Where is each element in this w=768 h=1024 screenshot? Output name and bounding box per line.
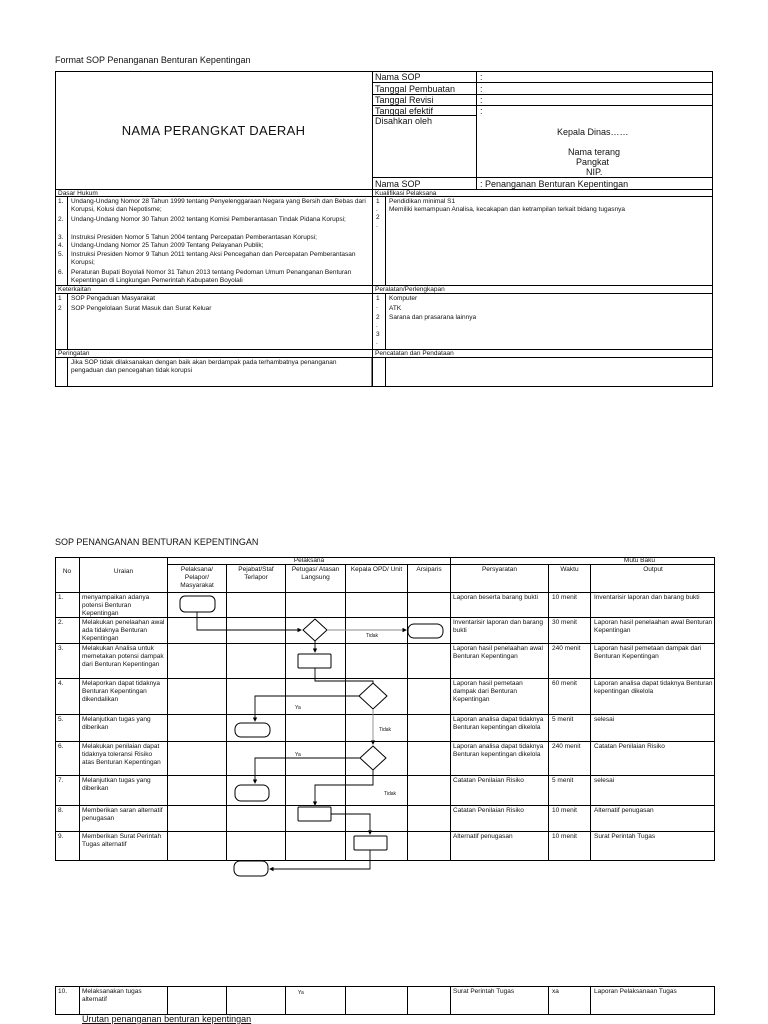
row7-persyaratan: Catatan Penilaian Risiko (453, 777, 524, 784)
dasar-hukum-item-1: Undang-Undang Nomor 28 Tahun 1999 tentang Penyelenggaraan Negara yang Bersih dan Bebas dari Korupsi, Kolusi dan Nepotisme; (71, 198, 366, 213)
row1-waktu: 10 menit (552, 594, 577, 601)
sop-header-block (55, 71, 713, 387)
process-analisa (298, 654, 331, 668)
col-header-output: Output (643, 566, 663, 573)
col-header-pelapor: Pelaksana/ Pelapor/ Masyarakat (180, 566, 214, 589)
row4-output: Laporan analisa dapat tidaknya Benturan kepentingan dikelola (594, 680, 713, 695)
dasar-hukum-item-3: Instruksi Presiden Nomor 5 Tahun 2004 tentang Percepatan Pemberantasan Korupsi; (71, 234, 317, 241)
flow-arrow-ya-2 (255, 758, 360, 783)
field-value-nama-sop: : (480, 72, 483, 82)
kualifikasi-no-2: 2 . (376, 214, 380, 229)
kualifikasi-no-1: 1 . (376, 198, 380, 213)
row7-uraian: Melanjutkan tugas yang diberikan (82, 777, 151, 792)
field-value-tanggal-pembuatan: : (480, 84, 483, 94)
row9-no: 9. (58, 833, 64, 840)
flow-arrow-tidak-3 (315, 770, 373, 805)
flowchart (55, 557, 717, 887)
row2-persyaratan: Inventarisir laporan dan barang bukti (453, 619, 543, 634)
peralatan-item-1: Komputer (389, 295, 418, 302)
row3-no: 3. (58, 645, 64, 652)
end-terminator-2 (235, 723, 270, 737)
peralatan-title: Peralatan/Perlengkapan (375, 286, 445, 293)
row2-output: Laporan hasil penelaahan awal Benturan Kepentingan (594, 619, 713, 634)
row2-uraian: Melakukan penelaahan awal ada tidaknya Benturan Kepentingan (82, 619, 165, 642)
kualifikasi-title: Kualifikasi Pelaksana (375, 190, 437, 197)
dasar-hukum-no-2: 2. (58, 216, 64, 223)
col-header-persyaratan: Persyaratan (481, 566, 518, 573)
row1-output: Inventarisir laporan dan barang bukti (594, 594, 700, 601)
row4-waktu: 60 menit (552, 680, 577, 687)
row10-output: Laporan Pelaksanaan Tugas (594, 988, 677, 995)
row5-uraian: Melanjutkan tugas yang diberikan (82, 716, 151, 731)
keterkaitan-no-1: 1 (58, 295, 62, 302)
dasar-hukum-no-1: 1. (58, 198, 64, 205)
keterkaitan-item-1: SOP Pengaduan Masyarakat (71, 295, 156, 302)
row4-uraian: Melaporkan dapat tidaknya Benturan Kepentingan dikendalikan (82, 680, 161, 703)
process-surat-perintah (354, 836, 387, 850)
row7-waktu: 5 menit (552, 777, 574, 784)
decision-penelaahan (303, 619, 327, 641)
row5-output: selesai (594, 716, 615, 723)
flow-label-ya-2: Ya (295, 752, 301, 758)
row1-no: 1. (58, 594, 64, 601)
peringatan-title: Peringatan (58, 350, 90, 357)
sop-flow-table (55, 557, 715, 862)
field-value-tanggal-efektif: : (480, 106, 483, 116)
flow-arrow-5 (270, 850, 370, 869)
field-label-tanggal-pembuatan: Tanggal Pembuatan (375, 84, 456, 94)
keterkaitan-no-2: 2 (58, 305, 62, 312)
row1-persyaratan: Laporan beserta barang bukti (453, 594, 538, 601)
row3-uraian: Melakukan Analisa untuk memetakan potensi dampak dari Benturan Kepentingan (82, 645, 164, 668)
row2-no: 2. (58, 619, 64, 626)
row3-output: Laporan hasil pemetaan dampak dari Benturan Kepentingan (594, 645, 702, 660)
row10-no: 10. (58, 988, 68, 995)
col-header-pelaksana: Pelaksana (293, 557, 325, 564)
footer-caption: Urutan penanganan benturan kepentingan (82, 1014, 252, 1024)
col-header-waktu: Waktu (560, 566, 579, 573)
peringatan-text: Jika SOP tidak dilaksanakan dengan baik akan berdampak pada terhambatnya penanganan pengaduan dan pencegahan tidak korupsi (71, 359, 337, 374)
row6-output: Catatan Penilaian Risiko (594, 743, 665, 750)
row8-no: 8. (58, 807, 64, 814)
row10-flow-label-ya: Ya (298, 990, 304, 996)
row7-output: selesai (594, 777, 615, 784)
col-header-no: No (62, 568, 72, 575)
row9-waktu: 10 menit (552, 833, 577, 840)
row10-waktu: xa (552, 988, 559, 995)
dasar-hukum-item-6: Peraturan Bupati Boyolali Nomor 31 Tahun 2013 tentang Pedoman Umum Penanganan Benturan Kepentingan di Lingkungan Pemerintah Kabupaten Boyolali (71, 269, 352, 284)
row8-uraian: Memberikan saran alternatif penugasan (82, 807, 163, 822)
col-header-mutu-baku: Mutu Baku (623, 557, 655, 564)
signer-name: Nama terang (568, 147, 621, 157)
field-label-nama-sop: Nama SOP (375, 72, 421, 82)
dasar-hukum-item-2: Undang-Undang Nomor 30 Tahun 2002 tentang Komisi Pemberantasan Tindak Pidana Korupsi; (71, 216, 346, 223)
document-title: Format SOP Penanganan Benturan Kepentingan (55, 55, 251, 65)
row3-persyaratan: Laporan hasil penelaahan awal Benturan Kepentingan (453, 645, 543, 660)
terminator-bottom (234, 861, 268, 876)
dasar-hukum-no-6: 6. (58, 269, 64, 276)
nama-sop-value: : Penanganan Benturan Kepentingan (480, 179, 629, 189)
peralatan-no-3: 3 . (376, 331, 380, 346)
row10-persyaratan: Surat Perintah Tugas (453, 988, 515, 995)
dasar-hukum-no-5: 5. (58, 251, 64, 258)
signer-title: Kepala Dinas…… (557, 127, 629, 137)
col-header-uraian: Uraian (113, 568, 134, 575)
row4-persyaratan: Laporan hasil pemetaan dampak dari Benturan Kepentingan (453, 680, 523, 703)
flow-row-10 (55, 986, 715, 1014)
col-header-arsiparis: Arsiparis (416, 566, 442, 573)
peralatan-item-2: ATK (389, 305, 402, 312)
sop-flow-title: SOP PENANGANAN BENTURAN KEPENTINGAN (55, 537, 259, 547)
start-terminator (180, 596, 215, 612)
row6-waktu: 240 menit (552, 743, 581, 750)
dasar-hukum-item-5: Instruksi Presiden Nomor 9 Tahun 2011 tentang Aksi Pencegahan dan Percepatan Pemberantasan Korupsi; (71, 251, 356, 266)
field-label-tanggal-revisi: Tanggal Revisi (375, 95, 434, 105)
row5-waktu: 5 menit (552, 716, 574, 723)
flow-arrow-4 (331, 814, 370, 834)
dasar-hukum-title: Dasar Hukum (58, 190, 98, 197)
decision-kendali (359, 683, 387, 709)
row7-no: 7. (58, 777, 64, 784)
kualifikasi-item-1: Pendidikan minimal S1 (389, 198, 456, 205)
flow-arrow-ya-1 (255, 696, 359, 721)
dasar-hukum-no-4: 4. (58, 242, 64, 249)
dasar-hukum-no-3: 3. (58, 234, 64, 241)
peralatan-no-1: 1 . (376, 295, 380, 310)
end-terminator-3 (235, 785, 269, 801)
row4-no: 4. (58, 680, 64, 687)
kualifikasi-item-2: Memiliki kemampuan Analisa, kecakapan dan ketrampilan terkait bidang tugasnya (389, 206, 625, 213)
flow-arrow-1 (197, 612, 301, 630)
row6-no: 6. (58, 743, 64, 750)
row5-no: 5. (58, 716, 64, 723)
row8-persyaratan: Catatan Penilaian Risiko (453, 807, 524, 814)
row1-uraian: menyampaikan adanya potensi Benturan Kepentingan (82, 594, 150, 617)
peralatan-item-3: Sarana dan prasarana lainnya (389, 314, 477, 321)
flow-arrow-3 (315, 668, 373, 683)
flow-label-tidak-1: Tidak (366, 633, 379, 639)
pencatatan-title: Pencatatan dan Pendataan (375, 350, 454, 357)
process-saran (298, 807, 331, 821)
signer-rank: Pangkat (576, 157, 610, 167)
org-name: NAMA PERANGKAT DAERAH (121, 123, 306, 138)
peralatan-no-2: 2 . (376, 314, 380, 329)
flow-label-ya-1: Ya (295, 705, 301, 711)
field-label-tanggal-efektif: Tanggal efektif (375, 106, 434, 116)
row9-uraian: Memberikan Surat Perintah Tugas alternatif (82, 833, 162, 848)
keterkaitan-item-2: SOP Pengelolaan Surat Masuk dan Surat Keluar (71, 305, 212, 312)
row3-waktu: 240 menit (552, 645, 581, 652)
keterkaitan-title: Keterkaitan (58, 286, 91, 293)
row5-persyaratan: Laporan analisa dapat tidaknya Benturan kepentingan dikelola (453, 716, 544, 731)
dasar-hukum-item-4: Undang-Undang Nomor 25 Tahun 2009 Tentang Pelayanan Publik; (71, 242, 264, 249)
flow-label-tidak-2: Tidak (379, 727, 392, 733)
row8-waktu: 10 menit (552, 807, 577, 814)
row6-uraian: Melakukan penilaian dapat tidaknya toleransi Risiko atas Benturan Kepentingan (82, 743, 161, 766)
col-header-atasan: Petugas/ Atasan Langsung (291, 566, 340, 581)
row6-persyaratan: Laporan analisa dapat tidaknya Benturan kepentingan dikelola (453, 743, 544, 758)
flow-label-tidak-3: Tidak (384, 791, 397, 797)
row9-persyaratan: Alternatif penugasan (453, 833, 513, 840)
field-value-tanggal-revisi: : (480, 95, 483, 105)
end-terminator-1 (408, 624, 443, 638)
row9-output: Surat Perintah Tugas (594, 833, 656, 840)
col-header-terlapor: Pejabat/Staf Terlapor (238, 566, 274, 581)
row2-waktu: 30 menit (552, 619, 577, 626)
disahkan-label: Disahkan oleh (375, 116, 433, 126)
col-header-kepala-opd: Kepala OPD/ Unit (350, 566, 403, 573)
nama-sop-label: Nama SOP (375, 179, 421, 189)
decision-toleransi (360, 746, 386, 770)
row10-uraian: Melaksanakan tugas alternatif (82, 988, 142, 1003)
row8-output: Alternatif penugasan (594, 807, 654, 814)
signer-nip: NIP. (586, 167, 603, 177)
